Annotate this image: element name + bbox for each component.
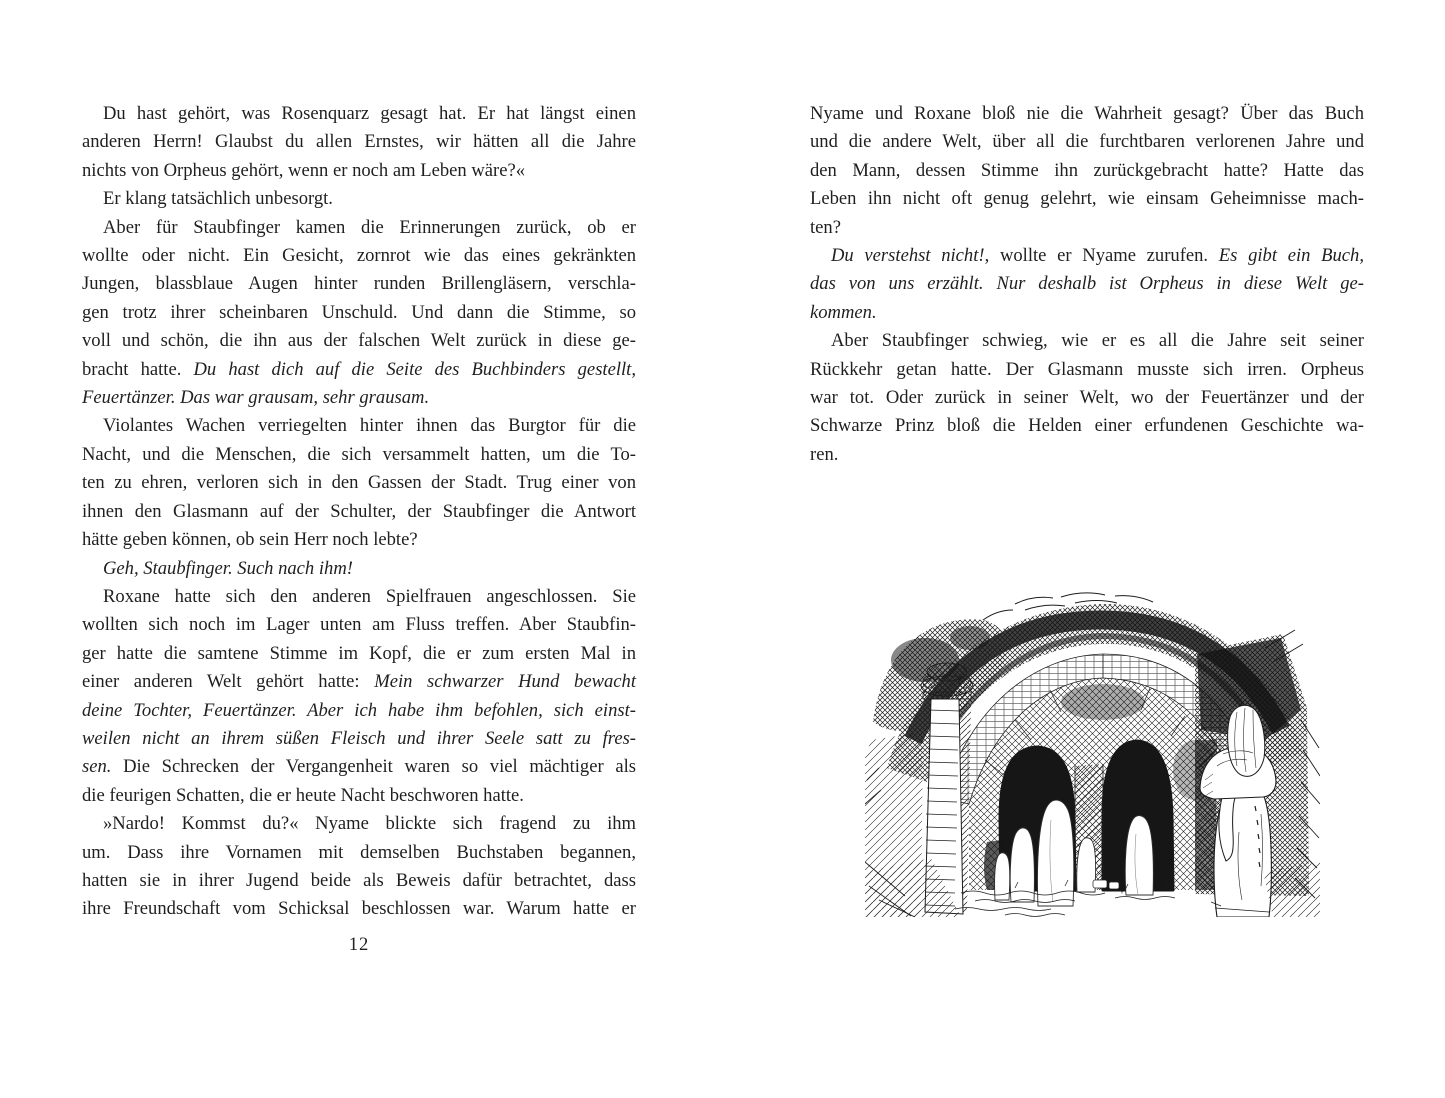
text-line: voll und schön, die ihn aus der falschen Welt zurück in diese ge- [82, 330, 636, 352]
text-line: das von uns erzählt. Nur deshalb ist Orpheus in diese Welt ge- [810, 273, 1364, 295]
text-line: sen. Die Schrecken der Vergangenheit waren so viel mächtiger als [82, 756, 636, 778]
text-line: hatten sie in ihrer Jugend beide als Beweis dafür betrachtet, dass [82, 869, 636, 891]
text-line: ren. [810, 443, 839, 465]
text-line: Aber Staubfinger schwieg, wie er es all die Jahre seit seiner [831, 330, 1364, 352]
text-line: bracht hatte. Du hast dich auf die Seite des Buchbinders gestellt, [82, 358, 636, 380]
text-line: deine Tochter, Feuertänzer. Aber ich habe ihm befohlen, sich einst- [82, 699, 636, 721]
text-line: Jungen, blassblaue Augen hinter runden Brillengläsern, verschla- [82, 273, 636, 295]
ruins-illustration-svg [865, 590, 1320, 917]
text-line: weilen nicht an ihrem süßen Fleisch und ihrer Seele satt zu fres- [82, 727, 636, 749]
text-line: wollte oder nicht. Ein Gesicht, zornrot wie das eines gekränkten [82, 245, 636, 267]
text-line: Roxane hatte sich den anderen Spielfrauen angeschlossen. Sie [103, 585, 636, 607]
text-line: ihnen den Glasmann auf der Schulter, der Staubfinger die Antwort [82, 500, 636, 522]
text-line: Geh, Staubfinger. Such nach ihm! [103, 557, 353, 579]
text-line: einer anderen Welt gehört hatte: Mein schwarzer Hund bewacht [82, 671, 636, 693]
text-line: gen trotz ihrer scheinbaren Unschuld. Und dann die Stimme, so [82, 301, 636, 323]
text-line: und die andere Welt, über all die furchtbaren verlorenen Jahre und [810, 131, 1364, 153]
text-line: Aber für Staubfinger kamen die Erinnerungen zurück, ob er [103, 216, 636, 238]
text-line: Nacht, und die Menschen, die sich versammelt hatten, um die To- [82, 443, 636, 465]
text-line: den Mann, dessen Stimme ihn zurückgebracht hatte? Hatte das [810, 159, 1364, 181]
text-line: Nyame und Roxane bloß nie die Wahrheit gesagt? Über das Buch [810, 103, 1364, 124]
text-line: ten? [810, 216, 841, 238]
text-line: Feuertänzer. Das war grausam, sehr grausam. [82, 387, 430, 409]
text-line: Du hast gehört, was Rosenquarz gesagt hat. Er hat längst einen [103, 103, 636, 124]
text-line: Er klang tatsächlich unbesorgt. [103, 188, 333, 210]
text-line: ihre Freundschaft vom Schicksal beschlossen war. Warum hatte er [82, 898, 636, 920]
text-line: anderen Herrn! Glaubst du allen Ernstes, wir hätten all die Jahre [82, 131, 636, 153]
text-line: Du verstehst nicht!, wollte er Nyame zurufen. Es gibt ein Buch, [831, 245, 1364, 267]
text-line: war tot. Oder zurück in seiner Welt, wo der Feuertänzer und der [810, 387, 1364, 409]
ruins-illustration [865, 590, 1320, 917]
text-line: um. Dass ihre Vornamen mit demselben Buchstaben begannen, [82, 841, 636, 863]
text-line: Violantes Wachen verriegelten hinter ihnen das Burgtor für die [103, 415, 636, 437]
page-number: 12 [348, 934, 370, 955]
text-line: ten zu ehren, verloren sich in den Gassen der Stadt. Trug einer von [82, 472, 636, 494]
text-line: ger hatte die samtene Stimme im Kopf, die er zum ersten Mal in [82, 642, 636, 664]
text-line: Leben ihn nicht oft genug gelehrt, wie einsam Geheimnisse mach- [810, 188, 1364, 210]
text-line: Schwarze Prinz bloß die Helden einer erfundenen Geschichte wa- [810, 415, 1364, 437]
right-page-text [810, 100, 1364, 469]
text-line: Rückkehr getan hatte. Der Glasmann musste sich irren. Orpheus [810, 358, 1364, 380]
text-line: nichts von Orpheus gehört, wenn er noch am Leben wäre?« [82, 159, 525, 181]
text-line: die feurigen Schatten, die er heute Nacht beschworen hatte. [82, 784, 524, 806]
text-line: kommen. [810, 301, 877, 323]
text-line: hätte geben können, ob sein Herr noch lebte? [82, 529, 418, 551]
text-line: wollten sich noch im Lager unten am Fluss treffen. Aber Staubfin- [82, 614, 636, 636]
left-page-text [82, 100, 636, 924]
text-line: »Nardo! Kommst du?« Nyame blickte sich fragend zu ihm [103, 813, 636, 835]
